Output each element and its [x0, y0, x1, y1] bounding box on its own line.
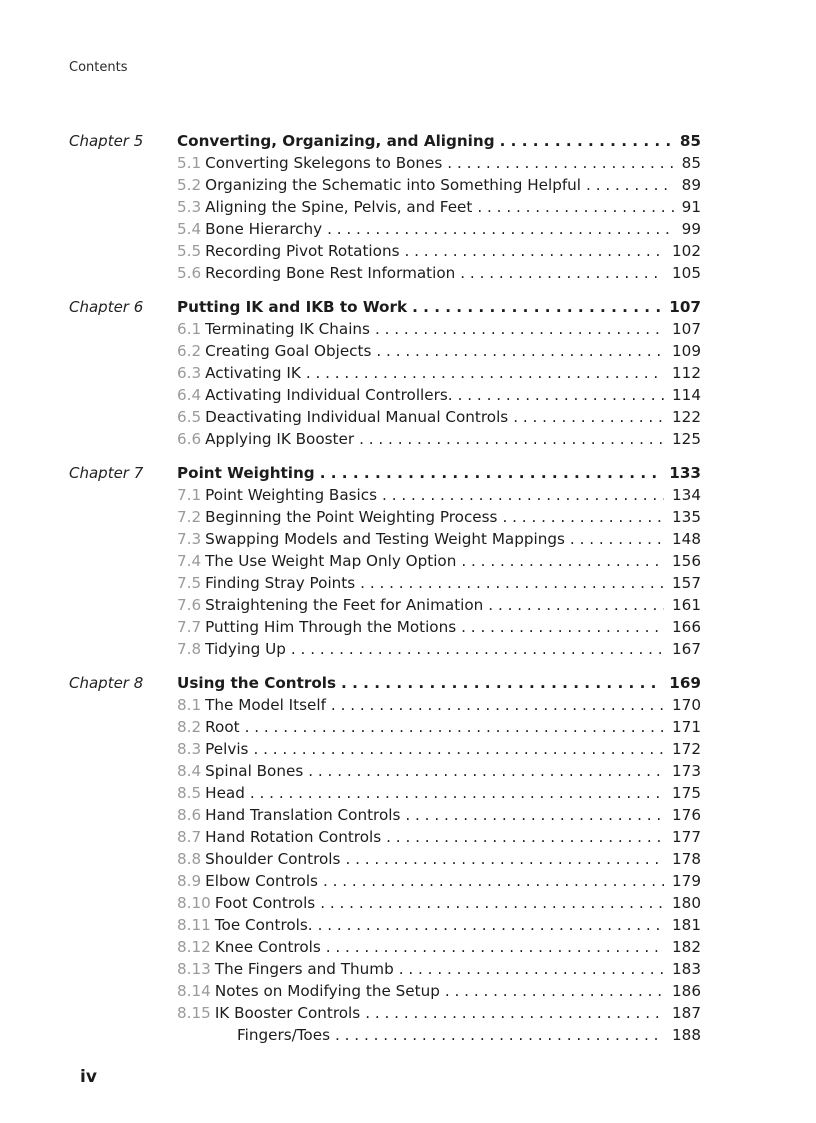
section-entry[interactable] — [177, 240, 701, 262]
dot-leader — [412, 296, 661, 318]
dot-leader — [461, 550, 664, 572]
section-entry[interactable] — [177, 484, 701, 506]
chapter-entry[interactable] — [177, 672, 701, 694]
section-title: Root — [205, 718, 240, 736]
section-number: 6.6 — [177, 430, 202, 448]
section-number: 7.5 — [177, 574, 202, 592]
section-number: 5.3 — [177, 198, 202, 216]
dot-leader — [335, 1024, 664, 1046]
section-number: 7.8 — [177, 640, 202, 658]
section-number: 8.11 — [177, 916, 211, 934]
section-title: Fingers/Toes — [237, 1026, 330, 1044]
dot-leader — [460, 262, 664, 284]
section-number: 8.13 — [177, 960, 211, 978]
section-title: Pelvis — [205, 740, 249, 758]
section-number: 5.4 — [177, 220, 202, 238]
page-number: 173 — [672, 762, 701, 780]
dot-leader — [320, 892, 664, 914]
chapter-entry[interactable] — [177, 296, 701, 318]
section-entry[interactable] — [177, 760, 701, 782]
dot-leader — [365, 1002, 664, 1024]
page-number: 134 — [672, 486, 701, 504]
section-number: 8.9 — [177, 872, 202, 890]
section-title: Putting Him Through the Motions — [205, 618, 457, 636]
page-number: 91 — [681, 198, 701, 216]
page-number: 109 — [672, 342, 701, 360]
section-title: The Use Weight Map Only Option — [205, 552, 457, 570]
page-number: 112 — [672, 364, 701, 382]
section-number: 8.12 — [177, 938, 211, 956]
page-number: 85 — [681, 154, 701, 172]
page-number: 171 — [672, 718, 701, 736]
section-entry[interactable] — [177, 870, 701, 892]
section-entry[interactable] — [237, 1024, 701, 1046]
dot-leader — [306, 362, 664, 384]
section-title: Activating IK — [205, 364, 301, 382]
dot-leader — [586, 174, 674, 196]
dot-leader — [382, 484, 664, 506]
chapter-label: Chapter 6 — [69, 298, 144, 316]
page-number: 99 — [681, 220, 701, 238]
section-entry[interactable] — [177, 528, 701, 550]
section-number: 5.2 — [177, 176, 202, 194]
page-number: 170 — [672, 696, 701, 714]
section-title: The Model Itself — [205, 696, 326, 714]
section-entry[interactable] — [177, 1002, 701, 1024]
section-title: Elbow Controls — [205, 872, 318, 890]
section-entry[interactable] — [177, 594, 701, 616]
section-title: Applying IK Booster — [205, 430, 355, 448]
page-number: 135 — [672, 508, 701, 526]
page-number: 105 — [672, 264, 701, 282]
page-number: 169 — [669, 674, 701, 692]
section-title: Finding Stray Points — [205, 574, 356, 592]
page-number: 107 — [669, 298, 701, 316]
section-number: 7.2 — [177, 508, 202, 526]
section-title: Shoulder Controls — [205, 850, 341, 868]
section-entry[interactable] — [177, 262, 701, 284]
section-title: Hand Translation Controls — [205, 806, 401, 824]
dot-leader — [360, 572, 664, 594]
section-title: Hand Rotation Controls — [205, 828, 382, 846]
section-entry[interactable] — [177, 384, 701, 406]
section-title: Creating Goal Objects — [205, 342, 372, 360]
dot-leader — [405, 804, 664, 826]
dot-leader — [445, 980, 664, 1002]
dot-leader — [326, 936, 664, 958]
section-entry[interactable] — [177, 804, 701, 826]
page-number: 89 — [681, 176, 701, 194]
page-number: 181 — [672, 916, 701, 934]
section-entry[interactable] — [177, 428, 701, 450]
page-number: 183 — [672, 960, 701, 978]
dot-leader — [375, 318, 664, 340]
dot-leader — [376, 340, 664, 362]
dot-leader — [331, 694, 664, 716]
section-entry[interactable] — [177, 716, 701, 738]
dot-leader — [308, 760, 664, 782]
section-number: 7.4 — [177, 552, 202, 570]
page-number: 125 — [672, 430, 701, 448]
dot-leader — [404, 240, 664, 262]
chapter-title: Converting, Organizing, and Aligning — [177, 132, 495, 150]
section-entry[interactable] — [177, 848, 701, 870]
page-number: 176 — [672, 806, 701, 824]
section-number: 5.5 — [177, 242, 202, 260]
chapter-entry[interactable] — [177, 130, 701, 152]
section-title: Recording Bone Rest Information — [205, 264, 456, 282]
section-title: Activating Individual Controllers. — [205, 386, 453, 404]
section-entry[interactable] — [177, 550, 701, 572]
section-entry[interactable] — [177, 782, 701, 804]
page-number: 172 — [672, 740, 701, 758]
section-number: 7.7 — [177, 618, 202, 636]
section-entry[interactable] — [177, 506, 701, 528]
dot-leader — [327, 218, 674, 240]
dot-leader — [513, 406, 664, 428]
dot-leader — [341, 672, 661, 694]
dot-leader — [253, 738, 664, 760]
section-entry[interactable] — [177, 318, 701, 340]
chapter-label: Chapter 8 — [69, 674, 144, 692]
chapter-title: Using the Controls — [177, 674, 337, 692]
section-entry[interactable] — [177, 936, 701, 958]
dot-leader — [500, 130, 672, 152]
section-number: 5.6 — [177, 264, 202, 282]
page-number: 186 — [672, 982, 701, 1000]
section-entry[interactable] — [177, 362, 701, 384]
section-title: Foot Controls — [214, 894, 316, 912]
dot-leader — [359, 428, 664, 450]
section-title: Notes on Modifying the Setup — [214, 982, 440, 1000]
section-entry[interactable] — [177, 914, 701, 936]
page-number: 187 — [672, 1004, 701, 1022]
dot-leader — [386, 826, 664, 848]
dot-leader — [318, 914, 664, 936]
page-number: 157 — [672, 574, 701, 592]
page-number: 178 — [672, 850, 701, 868]
section-number: 8.8 — [177, 850, 202, 868]
section-number: 6.5 — [177, 408, 202, 426]
dot-leader — [250, 782, 664, 804]
running-head: Contents — [69, 60, 128, 75]
page-number: 107 — [672, 320, 701, 338]
chapter-title: Point Weighting — [177, 464, 315, 482]
section-number: 6.2 — [177, 342, 202, 360]
section-entry[interactable] — [177, 980, 701, 1002]
chapter-label: Chapter 5 — [69, 132, 144, 150]
dot-leader — [477, 196, 673, 218]
section-entry[interactable] — [177, 826, 701, 848]
page-number: 177 — [672, 828, 701, 846]
section-number: 8.1 — [177, 696, 202, 714]
dot-leader — [502, 506, 664, 528]
section-entry[interactable] — [177, 892, 701, 914]
page-number: 122 — [672, 408, 701, 426]
page-number: 166 — [672, 618, 701, 636]
page-number: 156 — [672, 552, 701, 570]
section-title: Spinal Bones — [205, 762, 304, 780]
page-number: 175 — [672, 784, 701, 802]
page-number: 179 — [672, 872, 701, 890]
dot-leader — [461, 616, 664, 638]
section-entry[interactable] — [177, 406, 701, 428]
section-title: Point Weighting Basics — [205, 486, 378, 504]
page-number: 102 — [672, 242, 701, 260]
section-number: 8.6 — [177, 806, 202, 824]
section-number: 6.3 — [177, 364, 202, 382]
section-number: 6.1 — [177, 320, 202, 338]
section-title: Swapping Models and Testing Weight Mappings — [205, 530, 565, 548]
chapter-title: Putting IK and IKB to Work — [177, 298, 408, 316]
page-number: 114 — [672, 386, 701, 404]
page-number: 161 — [672, 596, 701, 614]
dot-leader — [323, 870, 664, 892]
section-title: Terminating IK Chains — [205, 320, 370, 338]
section-entry[interactable] — [177, 218, 701, 240]
page-folio: iv — [80, 1067, 97, 1087]
section-title: Converting Skelegons to Bones — [205, 154, 443, 172]
page-number: 182 — [672, 938, 701, 956]
section-title: Tidying Up — [205, 640, 286, 658]
section-number: 8.15 — [177, 1004, 211, 1022]
section-entry[interactable] — [177, 738, 701, 760]
section-title: Straightening the Feet for Animation — [205, 596, 484, 614]
page-number: 85 — [679, 132, 701, 150]
dot-leader — [458, 384, 664, 406]
section-number: 8.7 — [177, 828, 202, 846]
section-number: 6.4 — [177, 386, 202, 404]
dot-leader — [320, 462, 662, 484]
section-entry[interactable] — [177, 340, 701, 362]
section-title: IK Booster Controls — [214, 1004, 361, 1022]
section-title: Recording Pivot Rotations — [205, 242, 400, 260]
section-number: 8.5 — [177, 784, 202, 802]
section-number: 7.3 — [177, 530, 202, 548]
section-title: Knee Controls — [214, 938, 321, 956]
dot-leader — [570, 528, 664, 550]
section-entry[interactable] — [177, 572, 701, 594]
dot-leader — [488, 594, 664, 616]
section-entry[interactable] — [177, 616, 701, 638]
section-title: Aligning the Spine, Pelvis, and Feet — [205, 198, 473, 216]
section-number: 7.6 — [177, 596, 202, 614]
section-number: 8.14 — [177, 982, 211, 1000]
dot-leader — [447, 152, 673, 174]
section-entry[interactable] — [177, 174, 701, 196]
chapter-entry[interactable] — [177, 462, 701, 484]
page-number: 188 — [672, 1026, 701, 1044]
section-title: Bone Hierarchy — [205, 220, 323, 238]
section-title: Beginning the Point Weighting Process — [205, 508, 498, 526]
section-title: The Fingers and Thumb — [214, 960, 394, 978]
section-entry[interactable] — [177, 958, 701, 980]
dot-leader — [245, 716, 664, 738]
section-number: 8.4 — [177, 762, 202, 780]
section-number: 7.1 — [177, 486, 202, 504]
chapter-label: Chapter 7 — [69, 464, 144, 482]
section-number: 8.3 — [177, 740, 202, 758]
section-entry[interactable] — [177, 694, 701, 716]
section-number: 8.10 — [177, 894, 211, 912]
page-number: 180 — [672, 894, 701, 912]
section-title: Toe Controls. — [214, 916, 313, 934]
page-number: 148 — [672, 530, 701, 548]
section-entry[interactable] — [177, 152, 701, 174]
page-number: 167 — [672, 640, 701, 658]
page-number: 133 — [669, 464, 701, 482]
section-entry[interactable] — [177, 196, 701, 218]
section-number: 5.1 — [177, 154, 202, 172]
dot-leader — [345, 848, 664, 870]
section-entry[interactable] — [177, 638, 701, 660]
section-title: Head — [205, 784, 245, 802]
dot-leader — [399, 958, 664, 980]
section-title: Organizing the Schematic into Something Helpful — [205, 176, 582, 194]
section-title: Deactivating Individual Manual Controls — [205, 408, 509, 426]
dot-leader — [291, 638, 664, 660]
section-number: 8.2 — [177, 718, 202, 736]
